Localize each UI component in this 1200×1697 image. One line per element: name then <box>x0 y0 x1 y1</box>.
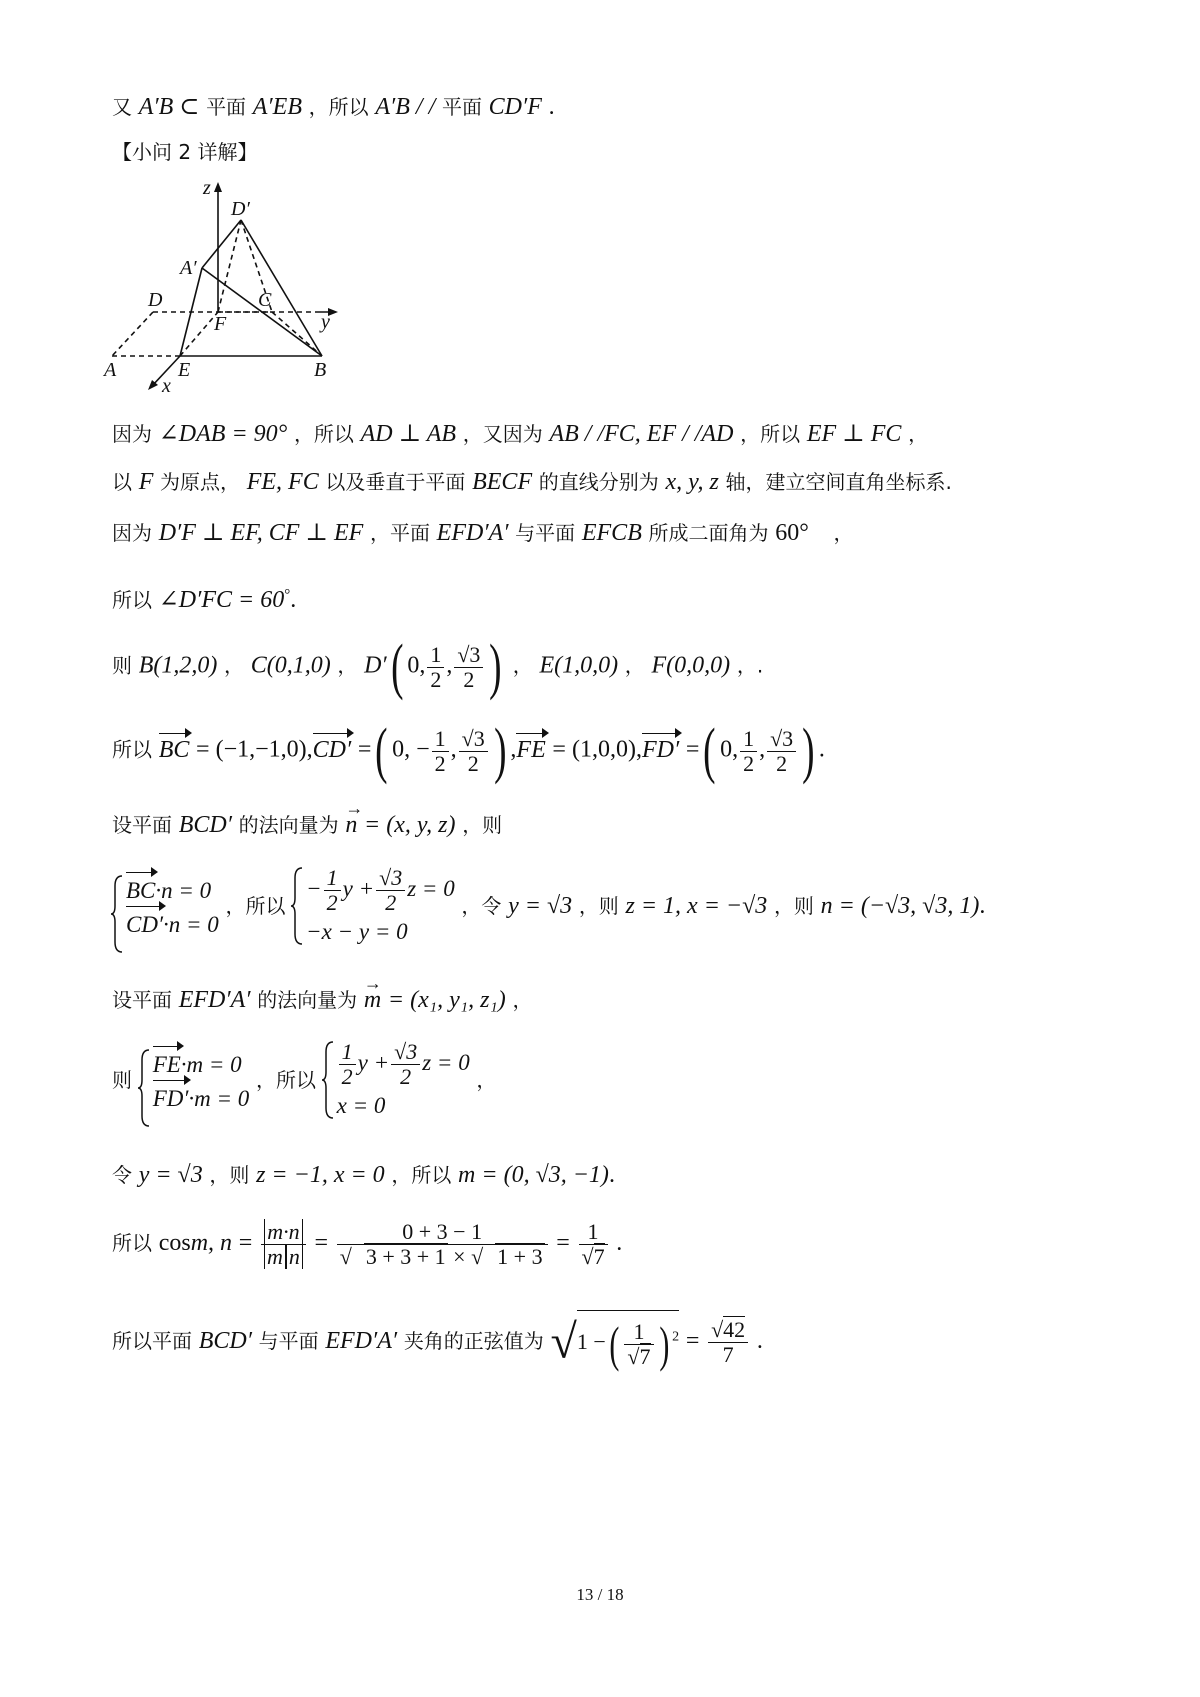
vector-FDprime: FD′ <box>153 1082 189 1116</box>
math: 1 − <box>576 1329 606 1355</box>
label-A: A <box>104 359 117 381</box>
abs-value: m <box>264 1244 286 1269</box>
brace-icon <box>110 874 124 954</box>
edge-CB <box>272 312 322 356</box>
eq-row <box>306 915 455 949</box>
text: ，所以 <box>293 422 354 446</box>
math: y = √3 <box>138 1162 203 1188</box>
math: ∠D′FC = 60 <box>158 587 285 613</box>
math: 0, <box>407 652 426 679</box>
brace-icon <box>290 866 304 946</box>
numerator: 1 <box>740 727 757 752</box>
text: ，则 <box>773 894 814 918</box>
label-E: E <box>178 359 191 381</box>
vector-BC: BC <box>158 736 190 763</box>
brace-icon <box>321 1040 335 1120</box>
denominator: 2 <box>463 666 475 692</box>
math: 0, − <box>392 736 430 763</box>
fraction <box>432 727 449 776</box>
edge-DA <box>112 312 153 356</box>
line-5 <box>112 580 296 615</box>
line-8 <box>112 810 502 840</box>
text: 令 <box>112 1163 132 1187</box>
math: x = 0 <box>336 1093 386 1118</box>
text: ， <box>833 521 854 545</box>
math: m = (0, √3, −1) <box>458 1162 609 1188</box>
radicand: 42 <box>723 1317 746 1342</box>
point-C: C(0,1,0) <box>250 652 331 679</box>
text: 设平面 <box>112 988 172 1012</box>
point-E: E(1,0,0) <box>539 652 619 679</box>
text: 的法向量为 <box>257 988 358 1012</box>
label-z: z <box>203 178 211 199</box>
line-10 <box>112 985 532 1015</box>
text: 为原点， <box>160 470 241 494</box>
text: ，. <box>736 653 764 678</box>
radicand: 7 <box>639 1343 651 1369</box>
text: ，令 <box>461 894 502 918</box>
denominator <box>261 1245 306 1269</box>
math: − <box>306 875 322 901</box>
math: CD′F <box>488 94 542 120</box>
math: ·n = 0 <box>162 911 219 937</box>
equals: = <box>685 1328 700 1354</box>
denominator: 2 <box>743 750 755 776</box>
line-14 <box>112 1310 763 1375</box>
radicand: 3 + 3 + 1 <box>365 1244 446 1269</box>
math: EF ⊥ FC <box>806 421 902 447</box>
numerator: √3 <box>767 727 796 752</box>
math: BCD′ <box>198 1328 252 1354</box>
text: ， <box>224 653 245 678</box>
label-C: C <box>258 289 272 311</box>
eq-row <box>153 1082 250 1116</box>
numerator: √3 <box>459 727 488 752</box>
eq-row <box>337 1089 470 1123</box>
line-11 <box>112 1040 496 1123</box>
radicand <box>577 1310 679 1375</box>
period: . <box>756 1328 763 1354</box>
sqrt-expression <box>551 1310 680 1375</box>
section-heading <box>112 137 257 167</box>
text: ，所以 <box>740 422 801 446</box>
text: ，平面 <box>369 521 430 545</box>
math: ∠DAB = 90° <box>158 421 288 447</box>
times: × <box>453 1244 466 1269</box>
point-F: F(0,0,0) <box>651 652 731 679</box>
fraction <box>767 727 796 776</box>
fraction <box>376 866 405 915</box>
math: m, n <box>190 1230 233 1256</box>
text: 与平面 <box>258 1329 319 1353</box>
point-B: B(1,2,0) <box>138 652 218 679</box>
numerator <box>261 1220 306 1245</box>
numerator: √42 <box>708 1318 748 1343</box>
fraction <box>427 643 444 692</box>
radical-sign: √ <box>550 1315 577 1369</box>
line-7 <box>112 717 825 785</box>
text: ，则 <box>209 1163 250 1187</box>
text: 因为 <box>112 521 152 545</box>
line-3 <box>112 467 952 497</box>
math: x, y, z <box>665 469 719 495</box>
label-B: B <box>314 359 327 381</box>
fraction <box>740 727 757 776</box>
text: 平面 <box>441 95 482 119</box>
eq-row <box>306 866 455 915</box>
denominator: 2 <box>776 750 788 776</box>
math: = (1,0,0), <box>552 736 642 763</box>
math: D′F ⊥ EF, CF ⊥ EF <box>158 520 364 546</box>
math: ·m = 0 <box>188 1085 250 1111</box>
math: z = 0 <box>407 875 455 901</box>
text: 平面 <box>206 95 247 119</box>
text: ，所以 <box>255 1068 316 1092</box>
abs-value: n <box>286 1244 303 1269</box>
denominator: 2 <box>430 666 442 692</box>
label-Aprime: A′ <box>180 257 197 279</box>
paren-left: ( <box>390 633 404 701</box>
math: = <box>357 736 372 763</box>
math: = (x₁, y₁, z₁) <box>387 987 506 1013</box>
math: z = 1, x = −√3 <box>625 893 768 919</box>
text: ，所以 <box>225 894 286 918</box>
edge-ApDp <box>202 220 241 268</box>
point-Dprime: D′ <box>364 652 387 679</box>
text: ，又因为 <box>462 422 543 446</box>
denominator: 2 <box>385 890 397 915</box>
paren-right: ) <box>489 633 502 701</box>
text: 夹角的正弦值为 <box>403 1329 544 1353</box>
math: EFCB <box>581 520 642 546</box>
numerator: √3 <box>376 866 405 891</box>
denominator: 2 <box>400 1064 412 1089</box>
denominator: 7 <box>722 1342 734 1367</box>
fraction <box>324 866 341 915</box>
equation-system-1 <box>112 874 219 942</box>
fraction <box>624 1320 653 1369</box>
cos: cos <box>158 1230 191 1256</box>
line-6 <box>112 633 764 701</box>
paren-right: ) <box>658 1316 669 1372</box>
math: n = (−√3, √3, 1) <box>820 893 980 919</box>
numerator: 1 <box>432 727 449 752</box>
line-1 <box>112 92 555 122</box>
numerator: √3 <box>454 643 483 668</box>
text: 所以 <box>112 588 152 612</box>
radicand: 1 + 3 <box>497 1244 543 1269</box>
equation-system-3 <box>139 1048 250 1116</box>
label-F: F <box>214 313 227 335</box>
text: ，所以 <box>308 95 369 119</box>
fraction <box>391 1040 420 1089</box>
text: ， <box>624 653 645 678</box>
eq-row <box>153 1048 250 1082</box>
math: y = √3 <box>508 893 573 919</box>
text: 的法向量为 <box>238 813 339 837</box>
exponent: 2 <box>672 1329 680 1345</box>
denominator: √7 <box>627 1343 651 1369</box>
text: 与平面 <box>515 521 576 545</box>
text: 又 <box>112 95 132 119</box>
math: EFD′A′ <box>436 520 509 546</box>
heading-text: 【小问 2 详解】 <box>112 140 258 164</box>
label-Dprime: D′ <box>231 198 250 220</box>
line-12 <box>112 1160 615 1190</box>
denominator: 2 <box>467 750 479 776</box>
math: = (x, y, z) <box>364 812 456 838</box>
equation-system-4 <box>323 1040 470 1123</box>
comma: , <box>510 736 517 763</box>
period: . <box>979 893 986 919</box>
fraction <box>261 1220 306 1269</box>
numerator: 1 <box>624 1320 653 1345</box>
math: A′EB <box>252 94 302 120</box>
fraction <box>708 1318 748 1367</box>
math: AD ⊥ AB <box>360 421 457 447</box>
label-x: x <box>162 375 171 397</box>
paren-left: ( <box>375 717 388 785</box>
math: z = −1, x = 0 <box>256 1162 385 1188</box>
label-D: D <box>148 289 163 311</box>
equation-system-2 <box>292 866 455 949</box>
text: 因为 <box>112 422 152 446</box>
denominator: 2 <box>434 750 446 776</box>
numerator: 0 + 3 − 1 <box>337 1220 548 1245</box>
text: 则 <box>112 1068 132 1092</box>
line-4 <box>112 518 854 548</box>
math: A′B ⊂ <box>138 94 200 120</box>
period: . <box>818 736 825 763</box>
text: ， <box>908 422 929 446</box>
numerator: 1 <box>427 643 444 668</box>
fraction <box>459 727 488 776</box>
numerator: √3 <box>391 1040 420 1065</box>
radicand: 7 <box>593 1244 605 1269</box>
numerator: 1 <box>324 866 341 891</box>
numerator: 1 <box>579 1220 608 1245</box>
paren-right: ) <box>493 717 507 785</box>
math: F <box>138 469 154 495</box>
comma: , <box>450 736 457 763</box>
text: ，所以 <box>391 1163 452 1187</box>
vector-FE: FE <box>153 1048 181 1082</box>
vector-m: → m <box>364 985 381 1015</box>
line-2 <box>112 419 928 449</box>
axis-z-arrow <box>214 182 222 192</box>
math: −x − y = 0 <box>306 919 408 944</box>
period: . <box>616 1230 623 1256</box>
brace-icon <box>137 1048 151 1128</box>
paren-left: ( <box>703 717 716 785</box>
text: ， <box>337 653 358 678</box>
vector-FE: FE <box>516 736 546 763</box>
math: BECF <box>472 469 533 495</box>
page-number: 13 / 18 <box>576 1585 624 1604</box>
vector-FDprime: FD′ <box>641 736 680 763</box>
math: = (−1,−1,0), <box>196 736 313 763</box>
text: ，则 <box>462 813 503 837</box>
text: 以 <box>112 470 132 494</box>
text: 所以 <box>112 1231 152 1255</box>
text: 的直线分别为 <box>538 470 659 494</box>
denominator: 2 <box>341 1064 353 1089</box>
denominator: √ 3 + 3 + 1 × √ 1 + 3 <box>339 1244 543 1269</box>
line-9 <box>112 866 985 949</box>
eq-row <box>126 874 219 908</box>
equals: = <box>238 1230 253 1256</box>
comma: , <box>446 652 453 679</box>
text: ， <box>512 988 533 1012</box>
math: EFD′A′ <box>325 1328 398 1354</box>
vector-CDprime: CD′ <box>312 736 352 763</box>
line-13 <box>112 1220 622 1269</box>
comma: , <box>759 736 766 763</box>
degree-sign: ° <box>284 587 291 603</box>
label-y: y <box>321 311 330 333</box>
math: BCD′ <box>178 812 232 838</box>
text: 则 <box>112 653 132 678</box>
eq-row <box>337 1040 470 1089</box>
math: = <box>685 736 700 763</box>
fraction <box>339 1040 356 1089</box>
vector-BC: BC <box>126 874 155 908</box>
math: EFD′A′ <box>178 987 251 1013</box>
paren-right: ) <box>802 717 815 785</box>
text: 所以平面 <box>112 1329 192 1353</box>
math: ·n = 0 <box>155 877 212 903</box>
math: AB / /FC, EF / /AD <box>549 421 734 447</box>
abs-value: m·n <box>264 1219 302 1244</box>
math: A′B / / <box>375 94 436 120</box>
equals: = <box>556 1230 570 1256</box>
period: . <box>608 1162 615 1188</box>
math: ·m = 0 <box>180 1051 242 1077</box>
eq-row <box>126 908 219 942</box>
math: 60° <box>775 520 809 546</box>
text: 轴，建立空间直角坐标系. <box>725 470 952 494</box>
text: 以及垂直于平面 <box>325 470 466 494</box>
text: 所以 <box>112 737 152 762</box>
text: ， <box>476 1068 497 1092</box>
denominator: √7 <box>581 1244 605 1269</box>
pyramid-figure <box>100 178 360 398</box>
denominator: 2 <box>326 890 338 915</box>
period: . <box>548 94 555 120</box>
vector-n: → n <box>345 810 357 840</box>
period: . <box>290 587 297 613</box>
math: 0, <box>720 736 739 763</box>
fraction <box>454 643 483 692</box>
paren-left: ( <box>609 1316 620 1372</box>
vector-CDprime: CD′ <box>126 908 163 942</box>
numerator: 1 <box>339 1040 356 1065</box>
text: 设平面 <box>112 813 172 837</box>
text: ， <box>512 653 533 678</box>
fraction <box>579 1220 608 1269</box>
text: 所成二面角为 <box>648 521 769 545</box>
math: z = 0 <box>422 1049 470 1075</box>
fraction <box>337 1220 548 1269</box>
math: y + <box>357 1049 390 1075</box>
equals: = <box>314 1230 329 1256</box>
math: y + <box>342 875 375 901</box>
math: FE, FC <box>246 469 319 495</box>
edge-DpB <box>241 220 322 356</box>
text: ，则 <box>578 894 619 918</box>
